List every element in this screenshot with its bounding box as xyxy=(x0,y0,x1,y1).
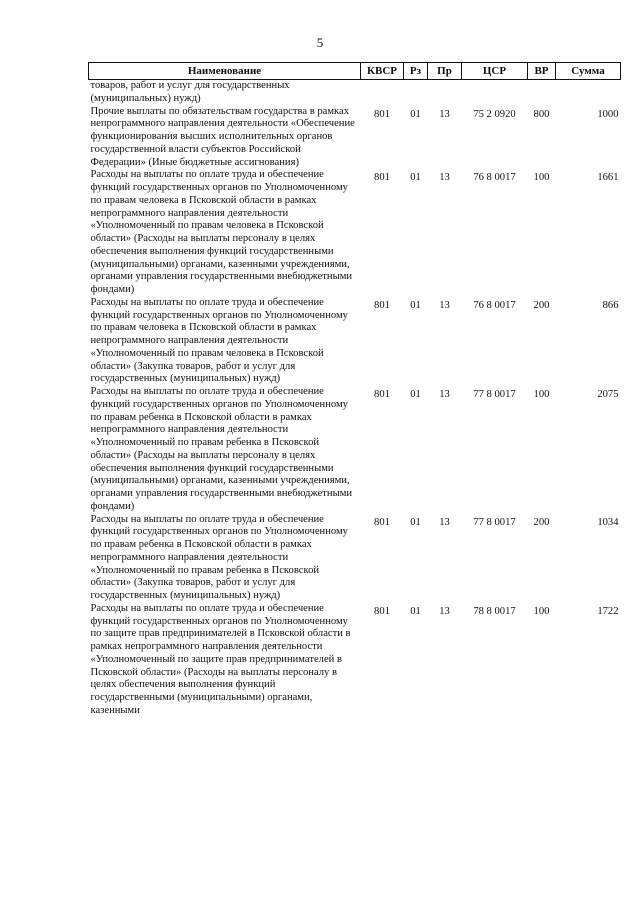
row-rz: 01 xyxy=(410,605,421,617)
table-row xyxy=(89,169,621,297)
row-csr: 76 8 0017 xyxy=(473,299,516,311)
row-rz: 01 xyxy=(410,389,421,400)
row-pr: 13 xyxy=(439,605,450,617)
row-rz: 01 xyxy=(410,299,421,311)
row-vr: 100 xyxy=(533,389,550,400)
table-header-row xyxy=(89,63,621,80)
row-csr: 76 8 0017 xyxy=(473,172,516,184)
row-sum: 2075 xyxy=(597,389,619,400)
row-name: Расходы на выплаты по оплате труда и обеспечение функций государственных органов по Уполномоченному по защите прав предпринимателей в Псковской области в рамках непрограммного направления деятельности «Уполномоченный по защите прав предпринимателей в Псковской области» (Расходы на выплаты персоналу в целях обеспечения выполнения функций государственными (муниципальными) органами, казенными xyxy=(90,602,351,716)
row-sum: 1034 xyxy=(597,516,619,528)
row-pr: 13 xyxy=(439,389,450,400)
row-csr: 77 8 0017 xyxy=(473,516,516,528)
row-pr: 13 xyxy=(439,299,450,311)
table-row-continuation xyxy=(89,80,621,106)
table-row xyxy=(89,603,621,718)
continuation-text: товаров, работ и услуг для государственных (муниципальных) нужд) xyxy=(90,80,290,104)
row-rz: 01 xyxy=(410,172,421,184)
table-row xyxy=(89,386,621,514)
row-sum: 866 xyxy=(602,299,619,311)
row-vr: 100 xyxy=(533,172,550,184)
row-sum: 1661 xyxy=(597,172,619,184)
row-csr: 75 2 0920 xyxy=(473,108,516,120)
row-name: Расходы на выплаты по оплате труда и обеспечение функций государственных органов по Уполномоченному по правам человека в Псковской области в рамках непрограммного направления деятельности «Уполномоченный по правам человека в Псковской области» (Закупка товаров, работ и услуг для государственных (муниципальных) нужд) xyxy=(90,296,348,385)
row-rz: 01 xyxy=(410,516,421,528)
row-kvsr: 801 xyxy=(374,172,390,184)
row-name: Расходы на выплаты по оплате труда и обеспечение функций государственных органов по Уполномоченному по правам ребенка в Псковской области в рамках непрограммного направления деятельности «Уполномоченный по правам ребенка в Псковской области» (Расходы на выплаты персоналу в целях обеспечения выполнения функций государственными (муниципальными) органами, казенными учреждениями, органами управления государственными внебюджетными фондами) xyxy=(90,386,353,512)
budget-table xyxy=(88,62,621,718)
row-name: Прочие выплаты по обязательствам государства в рамках непрограммного направления деятельности «Обеспечение функционирования высших исполнительных органов государственной власти субъектов Российской Федерации» (Иные бюджетные ассигнования) xyxy=(90,105,355,168)
row-vr: 200 xyxy=(533,299,550,311)
header-sum: Сумма xyxy=(556,63,621,80)
header-rz: Рз xyxy=(404,63,428,80)
row-vr: 800 xyxy=(533,108,550,120)
page-number: 5 xyxy=(316,35,324,50)
header-pr: Пр xyxy=(428,63,462,80)
row-pr: 13 xyxy=(439,108,450,120)
row-vr: 100 xyxy=(533,605,550,617)
row-kvsr: 801 xyxy=(374,108,390,120)
row-sum: 1722 xyxy=(597,605,619,617)
header-vr: ВР xyxy=(528,63,556,80)
row-vr: 200 xyxy=(533,516,550,528)
row-name: Расходы на выплаты по оплате труда и обеспечение функций государственных органов по Уполномоченному по правам ребенка в Псковской области в рамках непрограммного направления деятельности «Уполномоченный по правам ребенка в Псковской области» (Закупка товаров, работ и услуг для государственных (муниципальных) нужд) xyxy=(90,513,348,601)
row-kvsr: 801 xyxy=(374,605,390,617)
row-csr: 77 8 0017 xyxy=(473,389,516,400)
row-kvsr: 801 xyxy=(374,299,390,311)
row-rz: 01 xyxy=(410,108,421,120)
row-sum: 1000 xyxy=(597,108,619,120)
row-kvsr: 801 xyxy=(374,389,390,400)
table-row xyxy=(89,514,621,603)
header-name: Наименование xyxy=(89,63,361,80)
table-row xyxy=(89,297,621,386)
row-csr: 78 8 0017 xyxy=(473,605,516,617)
row-pr: 13 xyxy=(439,172,450,184)
table-row xyxy=(89,106,621,170)
row-kvsr: 801 xyxy=(374,516,390,528)
row-pr: 13 xyxy=(439,516,450,528)
header-kvsr: КВСР xyxy=(361,63,404,80)
row-name: Расходы на выплаты по оплате труда и обеспечение функций государственных органов по Уполномоченному по правам человека в Псковской области в рамках непрограммного направления деятельности «Уполномоченный по правам человека в Псковской области» (Расходы на выплаты персоналу в целях обеспечения выполнения функций государственными (муниципальными) органами, казенными учреждениями, органами управления государственными внебюджетными фондами) xyxy=(90,169,353,295)
header-csr: ЦСР xyxy=(462,63,528,80)
